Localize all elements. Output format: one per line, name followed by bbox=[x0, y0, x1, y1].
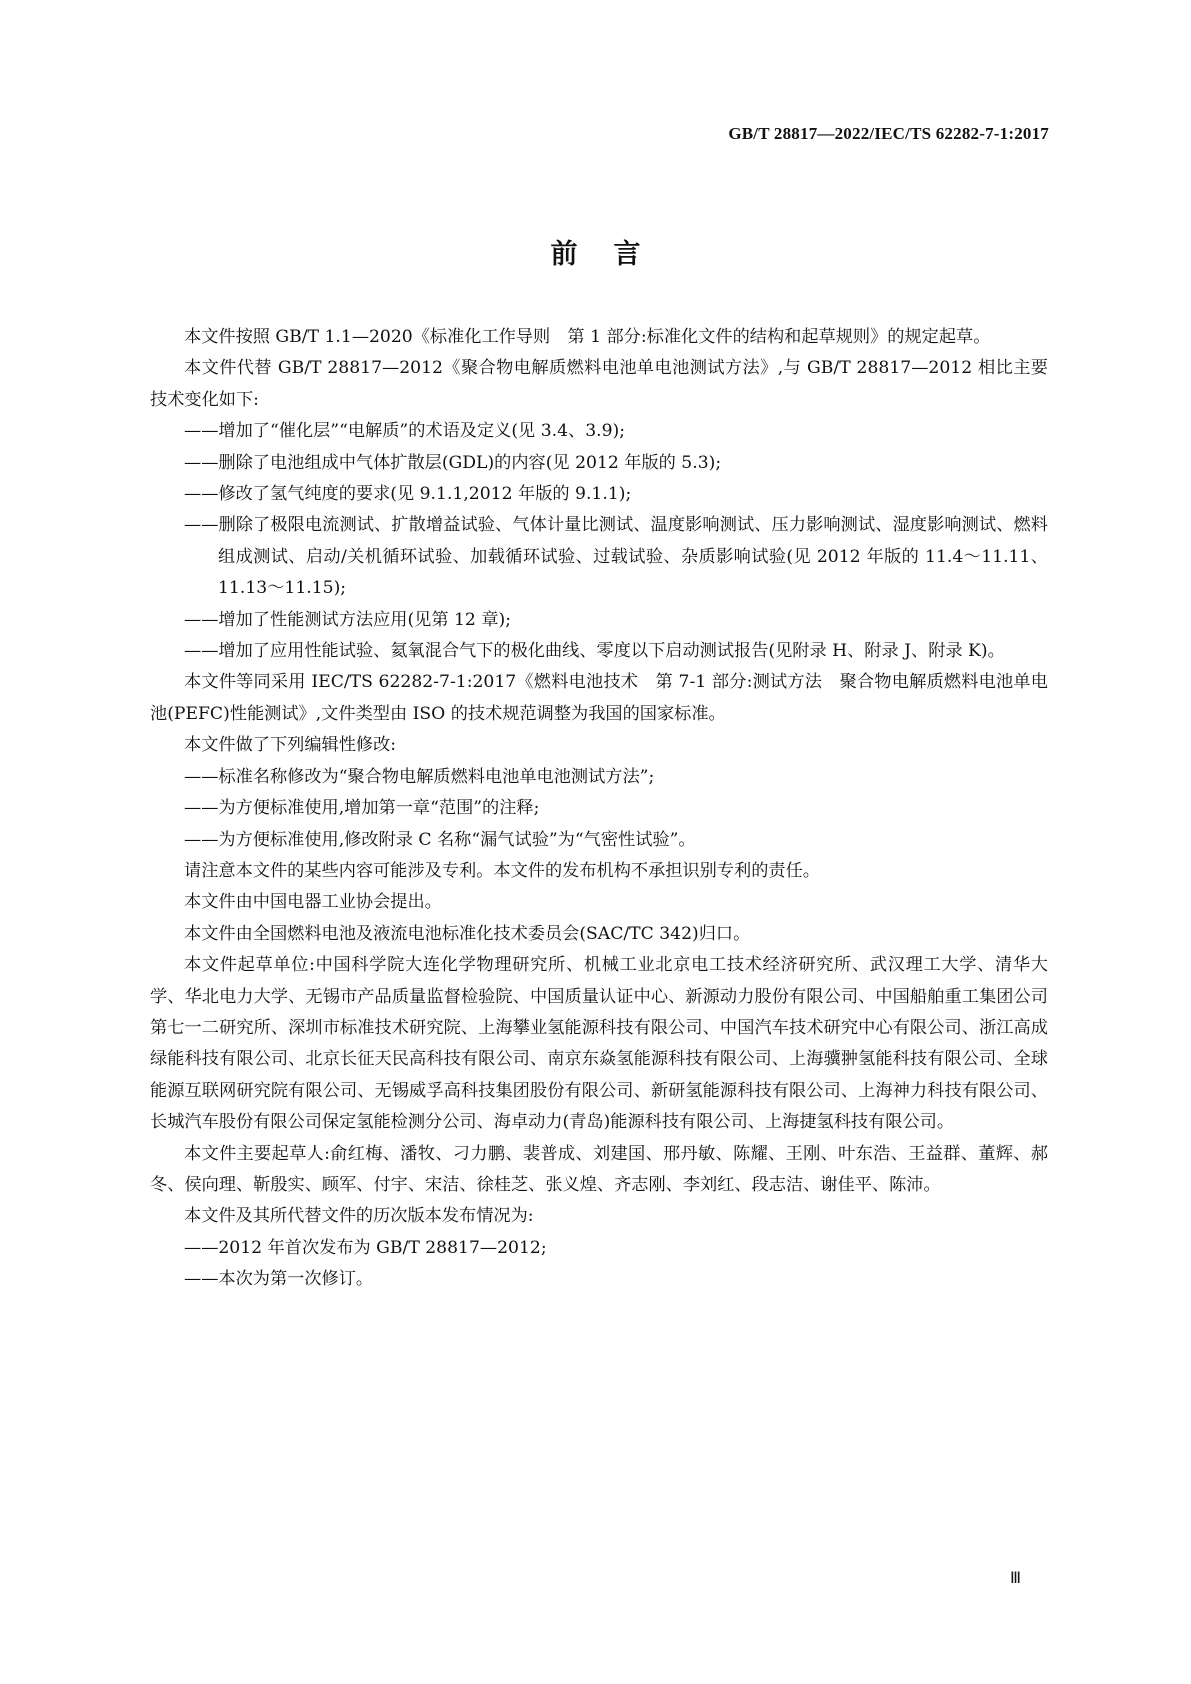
paragraph: 本文件及其所代替文件的历次版本发布情况为: bbox=[184, 1206, 534, 1227]
list-item: ——2012 年首次发布为 GB/T 28817—2012; bbox=[184, 1237, 547, 1258]
page-title: 前言 bbox=[550, 239, 677, 270]
paragraph: 本文件等同采用 IEC/TS 62282-7-1:2017《燃料电池技术 第 7-1 部分:测试方法 聚合物电解质燃料电池单电池(PEFC)性能测试》,文件类型由 ISO 的技术规范调整为我国的国家标准。 bbox=[150, 672, 1048, 724]
paragraph: 本文件代替 GB/T 28817—2012《聚合物电解质燃料电池单电池测试方法》,与 GB/T 28817—2012 相比主要技术变化如下: bbox=[150, 358, 1048, 410]
standard-number: GB/T 28817—2022/IEC/TS 62282-7-1:2017 bbox=[728, 124, 1049, 143]
list-item: ——删除了电池组成中气体扩散层(GDL)的内容(见 2012 年版的 5.3); bbox=[184, 452, 722, 473]
paragraph: 本文件主要起草人:俞红梅、潘牧、刁力鹏、裴普成、刘建国、邢丹敏、陈耀、王刚、叶东浩、王益群、董辉、郝冬、侯向理、靳殷实、顾军、付宇、宋洁、徐桂芝、张义煌、齐志刚、李刘红、段志洁、谢佳平、陈沛。 bbox=[150, 1143, 1048, 1195]
list-item: ——删除了极限电流测试、扩散增益试验、气体计量比测试、温度影响测试、压力影响测试、湿度影响测试、燃料组成测试、启动/关机循环试验、加载循环试验、过载试验、杂质影响试验(见 2012 年版的 11.4～11.11、11.13～11.15); bbox=[184, 515, 1048, 599]
list-item: ——增加了“催化层”“电解质”的术语及定义(见 3.4、3.9); bbox=[184, 421, 626, 442]
list-item: ——为方便标准使用,增加第一章“范围”的注释; bbox=[184, 798, 540, 819]
paragraph: 本文件由中国电器工业协会提出。 bbox=[184, 892, 442, 913]
list-item: ——增加了性能测试方法应用(见第 12 章); bbox=[184, 609, 512, 630]
paragraph: 本文件做了下列编辑性修改: bbox=[184, 735, 397, 756]
list-item: ——标准名称修改为“聚合物电解质燃料电池单电池测试方法”; bbox=[184, 766, 655, 787]
paragraph: 请注意本文件的某些内容可能涉及专利。本文件的发布机构不承担识别专利的责任。 bbox=[184, 860, 820, 881]
paragraph: 本文件由全国燃料电池及液流电池标准化技术委员会(SAC/TC 342)归口。 bbox=[184, 923, 751, 944]
list-item: ——为方便标准使用,修改附录 C 名称“漏气试验”为“气密性试验”。 bbox=[184, 829, 696, 850]
list-item: ——本次为第一次修订。 bbox=[184, 1269, 374, 1290]
list-item: ——增加了应用性能试验、氦氧混合气下的极化曲线、零度以下启动测试报告(见附录 H、附录 J、附录 K)。 bbox=[184, 641, 1005, 662]
list-item: ——修改了氢气纯度的要求(见 9.1.1,2012 年版的 9.1.1); bbox=[184, 484, 632, 505]
page-number: Ⅲ bbox=[1009, 1570, 1021, 1587]
paragraph: 本文件起草单位:中国科学院大连化学物理研究所、机械工业北京电工技术经济研究所、武汉理工大学、清华大学、华北电力大学、无锡市产品质量监督检验院、中国质量认证中心、新源动力股份有限公司、中国船舶重工集团公司第七一二研究所、深圳市标准技术研究院、上海攀业氢能源科技有限公司、中国汽车技术研究中心有限公司、浙江高成绿能科技有限公司、北京长征天民高科技有限公司、南京东焱氢能源科技有限公司、上海骥翀氢能科技有限公司、全球能源互联网研究院有限公司、无锡威孚高科技集团股份有限公司、新研氢能源科技有限公司、上海神力科技有限公司、长城汽车股份有限公司保定氢能检测分公司、海卓动力(青岛)能源科技有限公司、上海捷氢科技有限公司。 bbox=[150, 955, 1048, 1133]
paragraph: 本文件按照 GB/T 1.1—2020《标准化工作导则 第 1 部分:标准化文件的结构和起草规则》的规定起草。 bbox=[184, 327, 991, 347]
document-body bbox=[150, 322, 1048, 1296]
